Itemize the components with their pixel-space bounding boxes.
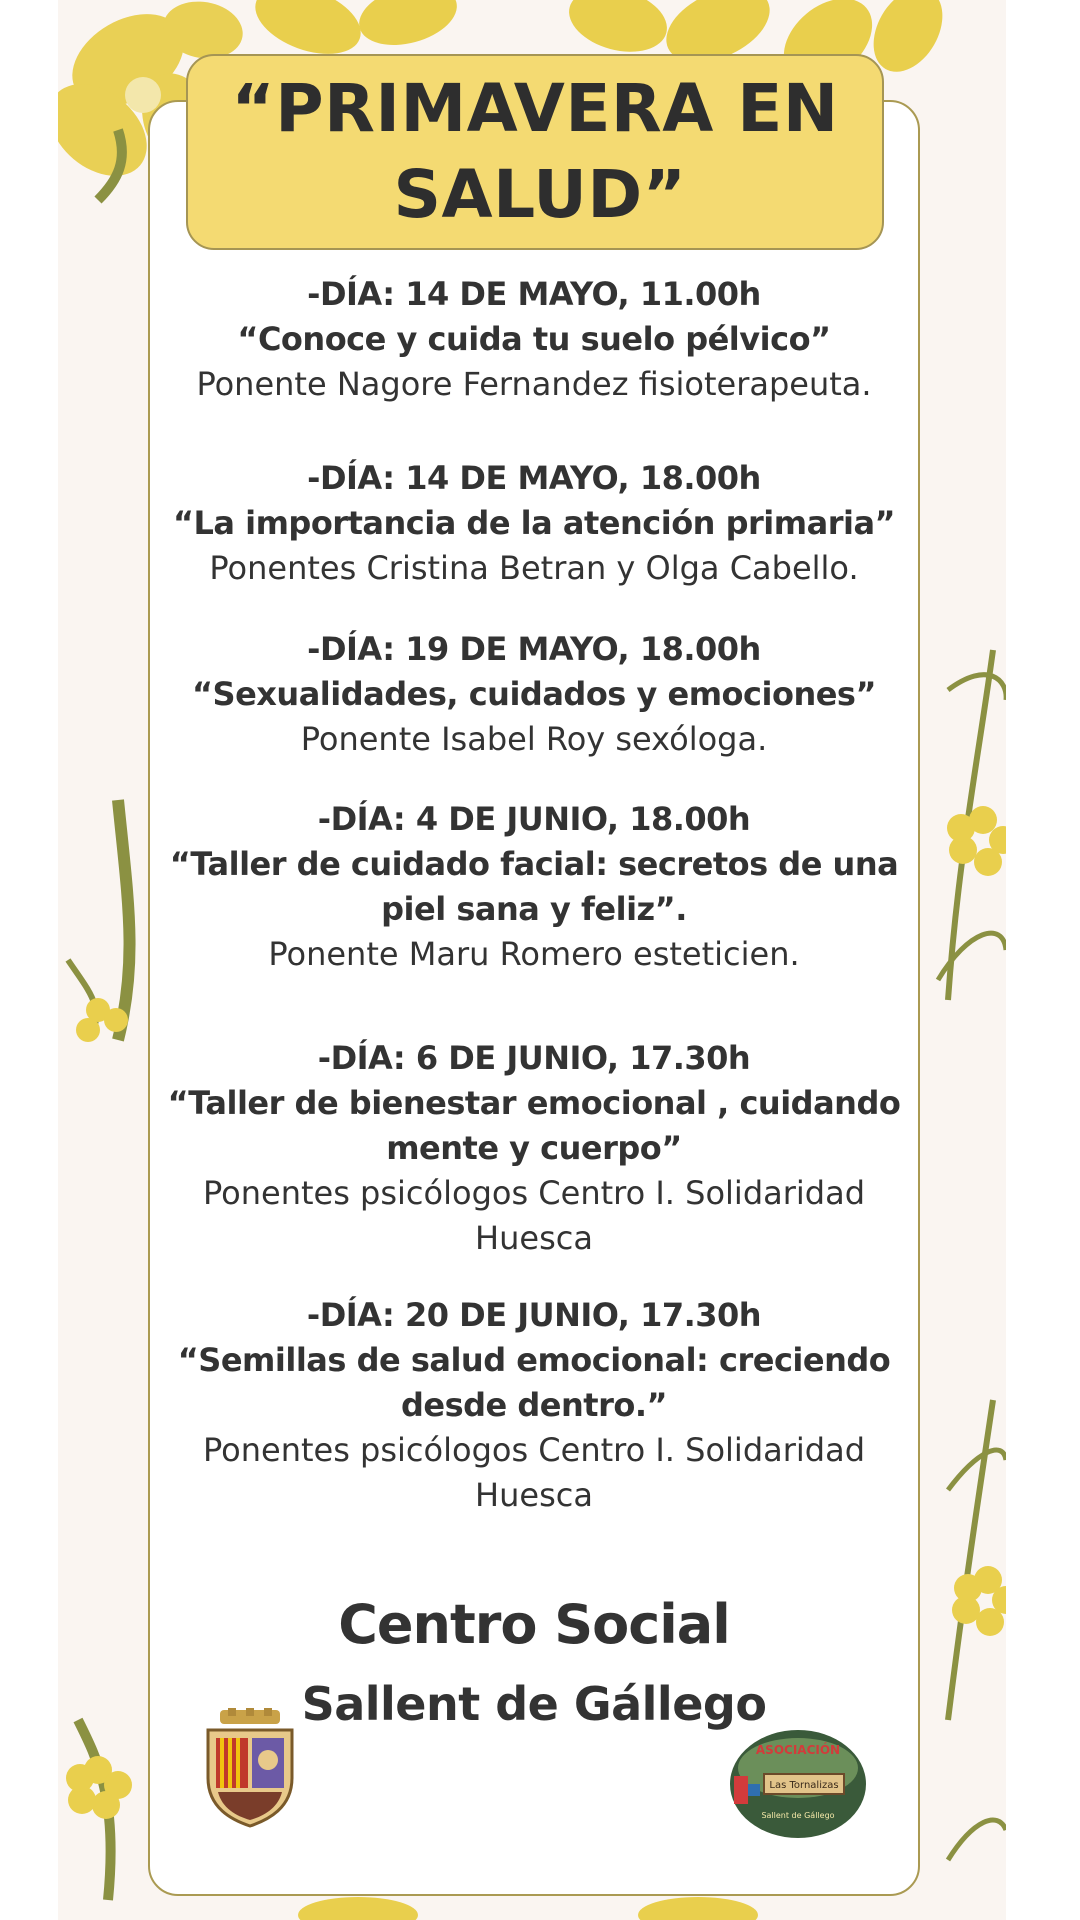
poster [58, 0, 1006, 1920]
event-title: “Conoce y cuida tu suelo pélvico” [237, 320, 831, 358]
event-title-line: desde dentro.” [400, 1386, 668, 1424]
event-date: -DÍA: 14 DE MAYO, 11.00h [307, 275, 761, 313]
event-date: -DÍA: 19 DE MAYO, 18.00h [307, 630, 761, 668]
event-item [148, 1293, 920, 1518]
event-speaker: Ponente Isabel Roy sexóloga. [300, 720, 768, 758]
event-title: “La importancia de la atención primaria” [172, 504, 896, 542]
event-title-line: “Taller de bienestar emocional , cuidando [167, 1084, 901, 1122]
event-title-line: “Semillas de salud emocional: creciendo [177, 1341, 891, 1379]
event-speaker-line: Ponentes psicólogos Centro I. Solidaridad [202, 1431, 866, 1469]
event-speaker: Ponente Nagore Fernandez fisioterapeuta. [196, 365, 872, 403]
event-speaker-line: Huesca [475, 1219, 593, 1257]
svg-text:ASOCIACIÓN: ASOCIACIÓN [755, 1743, 841, 1757]
page-title-line-2: SALUD” [393, 156, 687, 233]
event-date: -DÍA: 6 DE JUNIO, 17.30h [317, 1039, 751, 1077]
event-title-line: mente y cuerpo” [386, 1129, 682, 1167]
event-speaker-line: Huesca [475, 1476, 593, 1514]
page-title-line-1: “PRIMAVERA EN [231, 70, 839, 147]
event-item [148, 272, 920, 407]
event-date: -DÍA: 20 DE JUNIO, 17.30h [306, 1296, 762, 1334]
association-logo [728, 1728, 868, 1840]
event-speaker-line: Ponentes psicólogos Centro I. Solidaridad [202, 1174, 866, 1212]
svg-text:Las Tornalizas: Las Tornalizas [769, 1780, 839, 1791]
title-banner [186, 54, 884, 250]
event-title: “Sexualidades, cuidados y emociones” [192, 675, 876, 713]
event-item [148, 627, 920, 762]
event-title-line: piel sana y feliz”. [381, 890, 687, 928]
coat-of-arms-logo [198, 1708, 302, 1832]
event-item [148, 797, 920, 977]
event-item [148, 456, 920, 591]
event-date: -DÍA: 14 DE MAYO, 18.00h [307, 459, 761, 497]
venue-name: Centro Social [338, 1593, 730, 1656]
event-title-line: “Taller de cuidado facial: secretos de una [169, 845, 899, 883]
svg-text:Sallent de Gállego: Sallent de Gállego [761, 1811, 835, 1820]
event-date: -DÍA: 4 DE JUNIO, 18.00h [317, 800, 751, 838]
event-speaker: Ponentes Cristina Betran y Olga Cabello. [209, 549, 859, 587]
event-speaker: Ponente Maru Romero esteticien. [268, 935, 800, 973]
venue-location: Sallent de Gállego [301, 1677, 767, 1731]
event-item [148, 1036, 920, 1261]
